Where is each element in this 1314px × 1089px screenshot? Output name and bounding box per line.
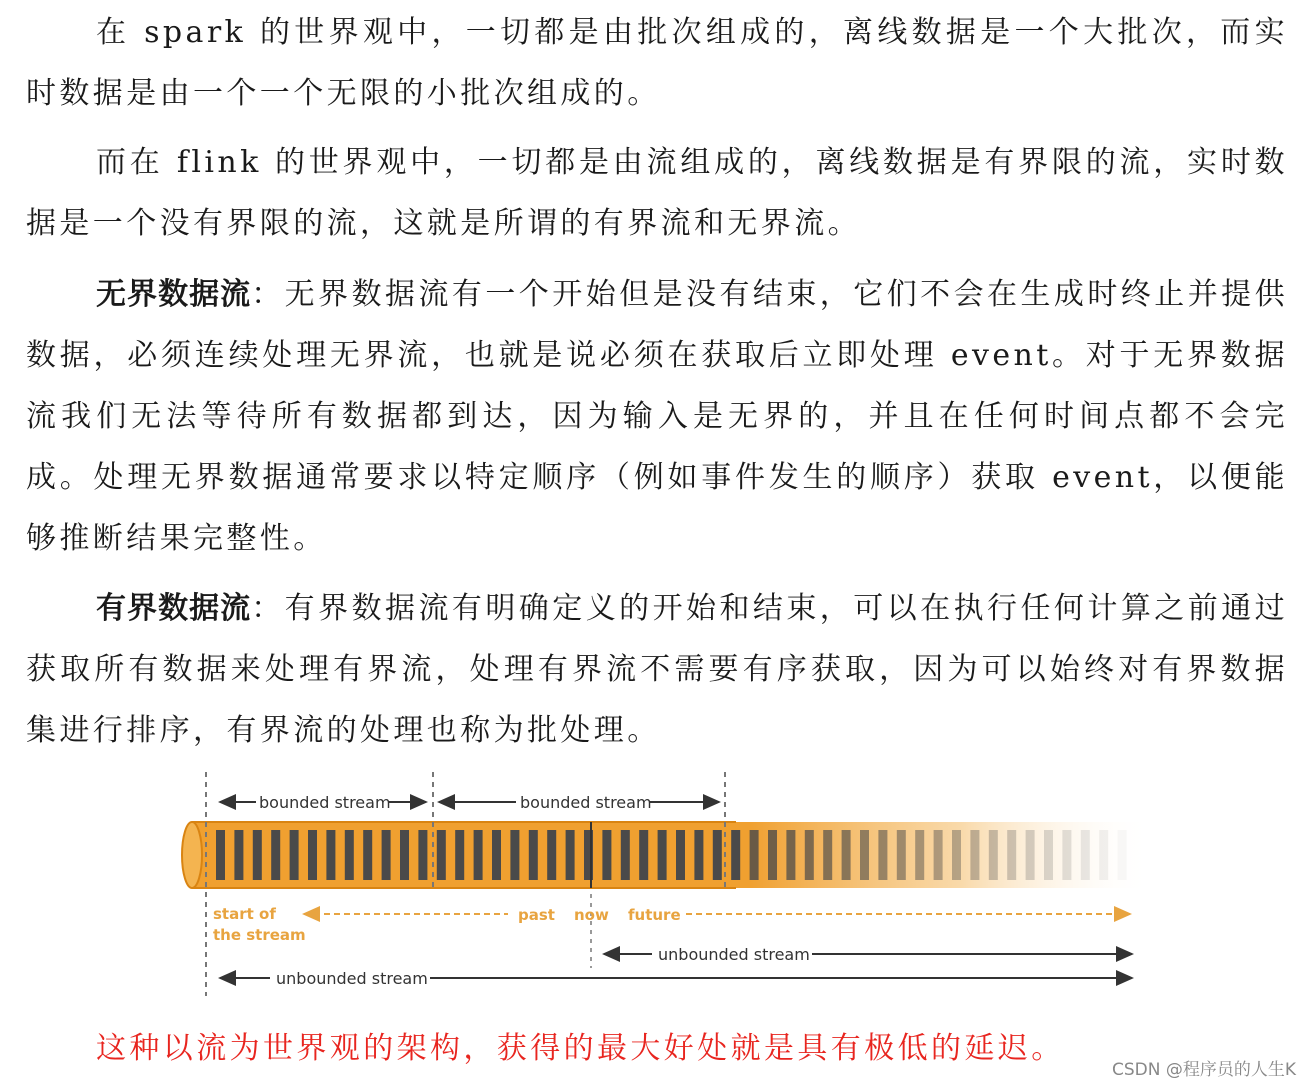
event-bar: [510, 830, 519, 880]
event-bar: [547, 830, 556, 880]
bounded-label-1: bounded stream: [259, 793, 391, 812]
bounded-label-2: bounded stream: [520, 793, 652, 812]
event-bar: [768, 830, 777, 880]
unbounded-label-long: unbounded stream: [276, 969, 428, 988]
bounded-stream-2: [439, 793, 719, 812]
event-bar: [437, 830, 446, 880]
time-annotations: [213, 905, 1130, 944]
bounded-stream-1: [220, 793, 426, 812]
event-bar: [474, 830, 483, 880]
event-bar: [602, 830, 611, 880]
event-bar: [805, 830, 814, 880]
conclusion-text: 这种以流为世界观的架构，获得的最大好处就是具有极低的延迟。: [96, 1031, 1065, 1066]
csdn-watermark: CSDN @程序员的人生K: [1111, 1060, 1296, 1080]
event-bar: [345, 830, 354, 880]
event-bar: [934, 830, 943, 880]
event-bar: [418, 830, 427, 880]
stream-diagram: [176, 768, 1156, 1004]
event-bar: [639, 830, 648, 880]
event-bar: [731, 830, 740, 880]
unbounded-stream-short: [604, 945, 1132, 964]
start-label-line2: the stream: [213, 926, 306, 944]
paragraph-heading: 有界数据流: [96, 591, 252, 626]
paragraph-text: 在 spark 的世界观中，一切都是由批次组成的，离线数据是一个大批次，而实时数据是由一个一个无限的小批次组成的。: [26, 15, 1288, 111]
event-bar: [529, 830, 538, 880]
paragraph-text: ：有界数据流有明确定义的开始和结束，可以在执行任何计算之前通过获取所有数据来处理有界流，处理有界流不需要有序获取，因为可以始终对有界数据集进行排序，有界流的处理也称为批处理。: [26, 591, 1288, 748]
event-bar: [842, 830, 851, 880]
event-bar: [566, 830, 575, 880]
event-bar: [363, 830, 372, 880]
event-bar: [290, 830, 299, 880]
paragraph-unbounded: [26, 264, 1288, 569]
event-bar: [713, 830, 722, 880]
event-bar: [271, 830, 280, 880]
event-bar: [1099, 830, 1108, 880]
paragraph-text: ：无界数据流有一个开始但是没有结束，它们不会在生成时终止并提供数据，必须连续处理无界流，也就是说必须在获取后立即处理 event。对于无界数据流我们无法等待所有数据都到达，因为输入是无界的，并且在任何时间点都不会完成。处理无界数据通常要求以特定顺序（例如事件发生的顺序）获取 event，以便能够推断结果完整性。: [26, 277, 1288, 556]
event-bar: [216, 830, 225, 880]
event-bar: [658, 830, 667, 880]
event-bar: [1062, 830, 1071, 880]
unbounded-label-short: unbounded stream: [658, 945, 810, 964]
event-bar: [897, 830, 906, 880]
event-bar: [400, 830, 409, 880]
start-label-line1: start of: [213, 905, 276, 923]
event-bar: [823, 830, 832, 880]
future-label: future: [628, 906, 681, 924]
event-bar: [382, 830, 391, 880]
event-bar: [1026, 830, 1035, 880]
event-bar: [952, 830, 961, 880]
event-bar: [970, 830, 979, 880]
event-bar: [786, 830, 795, 880]
paragraph-spark: [26, 2, 1288, 124]
paragraph-heading: 无界数据流: [96, 277, 252, 312]
event-bar: [860, 830, 869, 880]
event-bar: [1118, 830, 1127, 880]
past-label: past: [518, 906, 555, 924]
event-bar: [455, 830, 464, 880]
event-bar: [915, 830, 924, 880]
event-bar: [989, 830, 998, 880]
event-bar: [694, 830, 703, 880]
paragraph-bounded: [26, 578, 1288, 761]
event-bar: [234, 830, 243, 880]
event-bar: [1081, 830, 1090, 880]
event-bar: [253, 830, 262, 880]
event-bar: [676, 830, 685, 880]
paragraph-flink: [26, 132, 1288, 254]
event-bar: [1007, 830, 1016, 880]
now-label: now: [574, 906, 609, 924]
unbounded-stream-long: [220, 969, 1132, 988]
event-bar: [492, 830, 501, 880]
event-bar: [750, 830, 759, 880]
paragraph-text: 而在 flink 的世界观中，一切都是由流组成的，离线数据是有界限的流，实时数据是一个没有界限的流，这就是所谓的有界流和无界流。: [26, 145, 1288, 241]
event-bar: [878, 830, 887, 880]
event-bar: [621, 830, 630, 880]
event-bar: [308, 830, 317, 880]
event-bar: [326, 830, 335, 880]
event-bar: [1044, 830, 1053, 880]
